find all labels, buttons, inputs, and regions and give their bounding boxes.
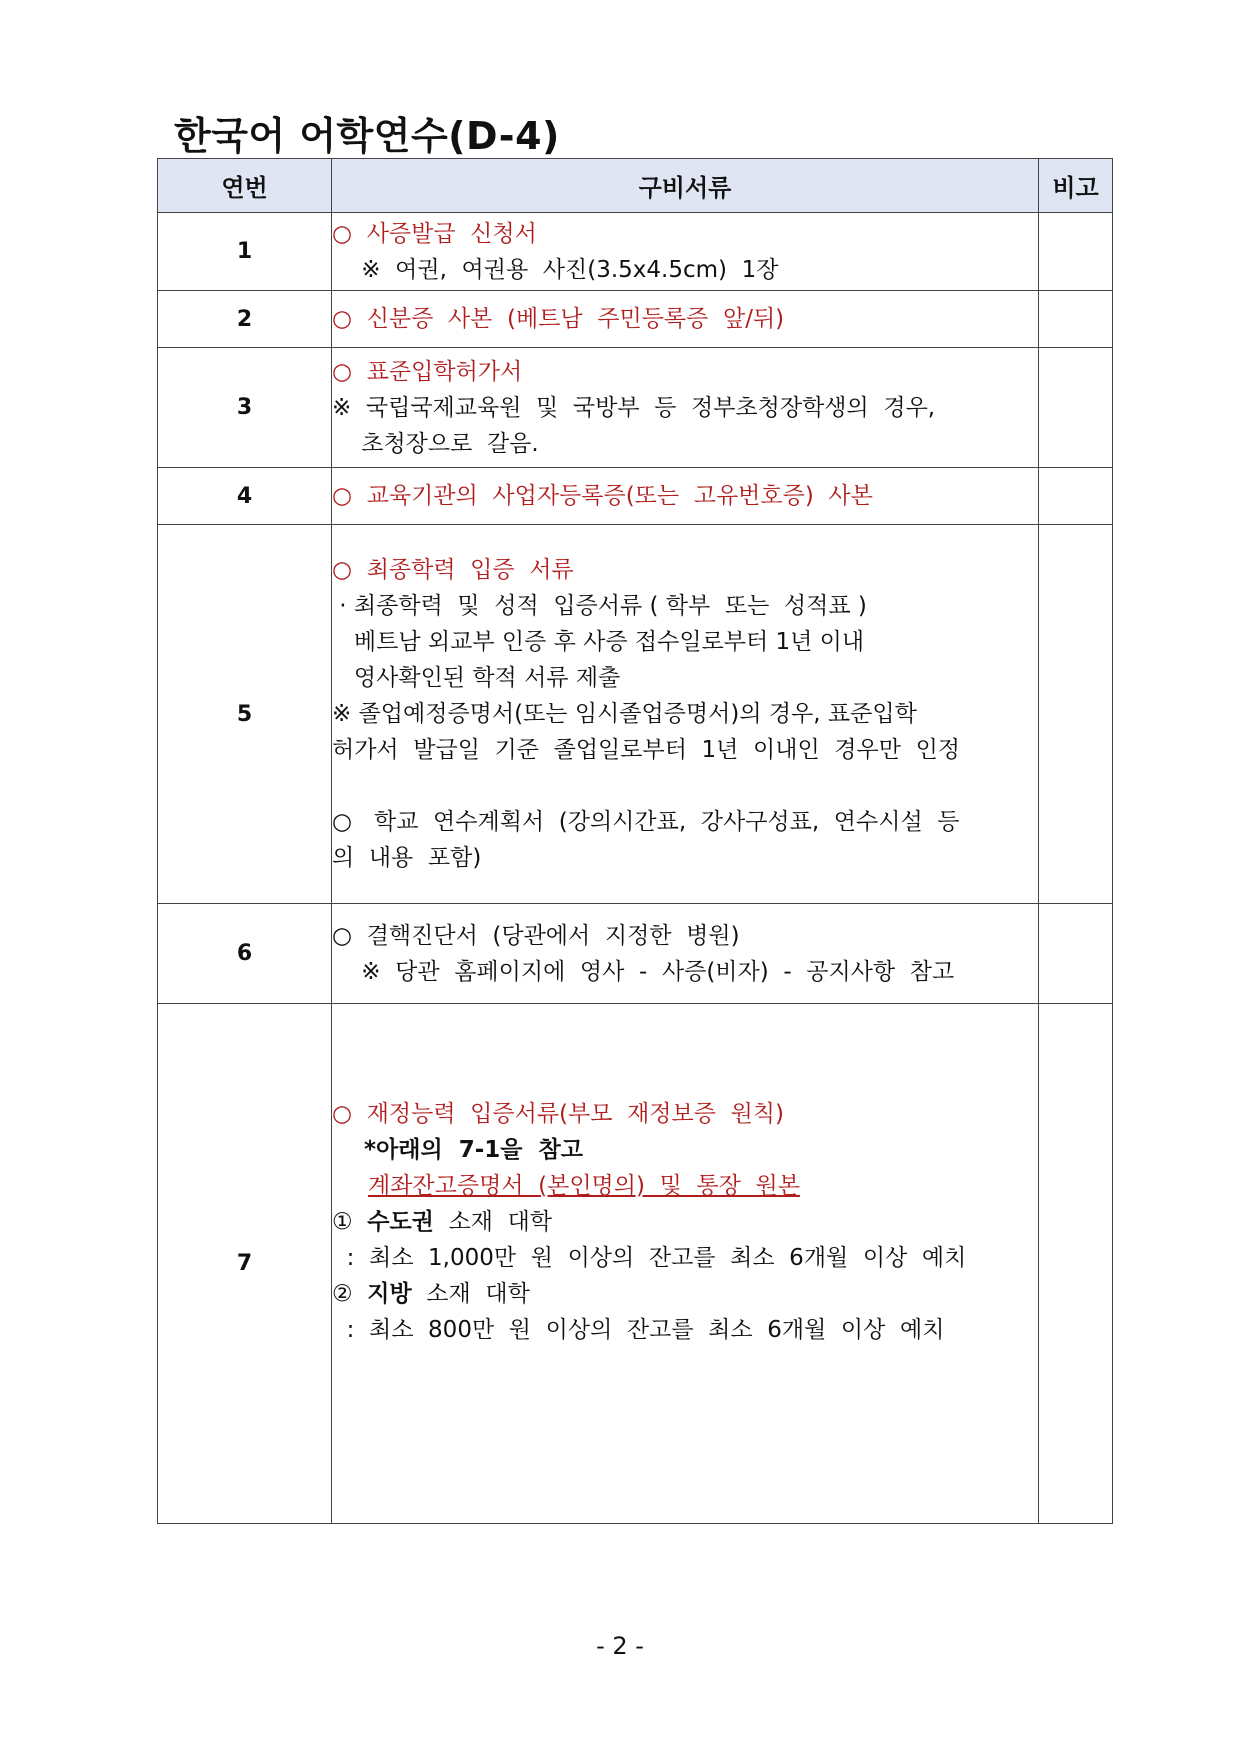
- row-line: 초청장으로 갈음.: [332, 430, 539, 457]
- row-note: [1039, 291, 1113, 348]
- row-content: [332, 348, 1039, 468]
- spacer: [332, 768, 1038, 804]
- row-line: 허가서 발급일 기준 졸업일로부터 1년 이내인 경우만 인정: [332, 737, 961, 763]
- row-line: *아래의 7-1을 참고: [332, 1137, 583, 1163]
- row-number: 5: [158, 525, 332, 904]
- region-label: 수도권: [367, 1209, 434, 1235]
- row-line: ○ 표준입학허가서: [332, 358, 523, 385]
- row-line: ○ 교육기관의 사업자등록증(또는 고유번호증) 사본: [332, 483, 873, 509]
- row-line: 베트남 외교부 인증 후 사증 접수일로부터 1년 이내: [332, 629, 865, 655]
- row-line: [332, 1276, 1038, 1312]
- table-row: [158, 348, 1113, 468]
- header-num: 연번: [158, 159, 332, 213]
- row-line: ○ 사증발급 신청서: [332, 220, 537, 247]
- header-docs: 구비서류: [332, 159, 1039, 213]
- row-number: 1: [158, 213, 332, 291]
- row-note: [1039, 468, 1113, 525]
- row-line: ※ 당관 홈페이지에 영사 - 사증(비자) - 공지사항 참고: [332, 958, 955, 985]
- region-label: 지방: [367, 1281, 412, 1307]
- row-note: [1039, 348, 1113, 468]
- spacer: [332, 1060, 1038, 1096]
- row-line-wrap: [332, 1168, 1038, 1204]
- row-content: [332, 904, 1039, 1004]
- row-line: 의 내용 포함): [332, 845, 482, 871]
- row-number: 4: [158, 468, 332, 525]
- row-line: : 최소 1,000만 원 이상의 잔고를 최소 6개월 이상 예치: [332, 1245, 967, 1271]
- row-line: ※ 졸업예정증명서(또는 임시졸업증명서)의 경우, 표준입학: [332, 701, 917, 727]
- row-note: [1039, 904, 1113, 1004]
- circled-number: ②: [332, 1281, 368, 1307]
- table-row: [158, 904, 1113, 1004]
- row-line: · 최종학력 및 성적 입증서류 ( 학부 또는 성적표 ): [332, 593, 867, 619]
- table-row: [158, 213, 1113, 291]
- row-number: 3: [158, 348, 332, 468]
- row-line: ○ 신분증 사본 (베트남 주민등록증 앞/뒤): [332, 306, 785, 332]
- row-number: 6: [158, 904, 332, 1004]
- row-line: ○ 학교 연수계획서 (강의시간표, 강사구성표, 연수시설 등: [332, 809, 960, 835]
- row-line: : 최소 800만 원 이상의 잔고를 최소 6개월 이상 예치: [332, 1317, 945, 1343]
- circled-number: ①: [332, 1209, 368, 1235]
- table-row: [158, 291, 1113, 348]
- row-note: [1039, 213, 1113, 291]
- table-row: [158, 1004, 1113, 1524]
- row-line: 계좌잔고증명서 (본인명의) 및 통장 원본: [368, 1173, 800, 1199]
- row-content: [332, 291, 1039, 348]
- row-content: [332, 213, 1039, 291]
- row-line: ○ 재정능력 입증서류(부모 재정보증 원칙): [332, 1101, 784, 1127]
- documents-table: [157, 158, 1113, 1524]
- row-number: 2: [158, 291, 332, 348]
- row-line: ※ 여권, 여권용 사진(3.5x4.5cm) 1장: [332, 256, 779, 283]
- row-line: 영사확인된 학적 서류 제출: [332, 665, 621, 691]
- region-suffix: 소재 대학: [411, 1281, 530, 1307]
- row-line: [332, 1204, 1038, 1240]
- table-row: [158, 468, 1113, 525]
- page-number: - 2 -: [596, 1632, 644, 1660]
- row-content: [332, 1004, 1039, 1524]
- row-line: ○ 최종학력 입증 서류: [332, 557, 574, 583]
- row-content: [332, 468, 1039, 525]
- row-note: [1039, 525, 1113, 904]
- table-header-row: [158, 159, 1113, 213]
- table-row: [158, 525, 1113, 904]
- page-title: 한국어 어학연수(D-4): [174, 114, 560, 158]
- row-line: ○ 결핵진단서 (당관에서 지정한 병원): [332, 922, 740, 949]
- row-line: ※ 국립국제교육원 및 국방부 등 정부초청장학생의 경우,: [332, 394, 936, 421]
- row-number: 7: [158, 1004, 332, 1524]
- row-note: [1039, 1004, 1113, 1524]
- region-suffix: 소재 대학: [433, 1209, 553, 1235]
- header-note: 비고: [1039, 159, 1113, 213]
- row-content: [332, 525, 1039, 904]
